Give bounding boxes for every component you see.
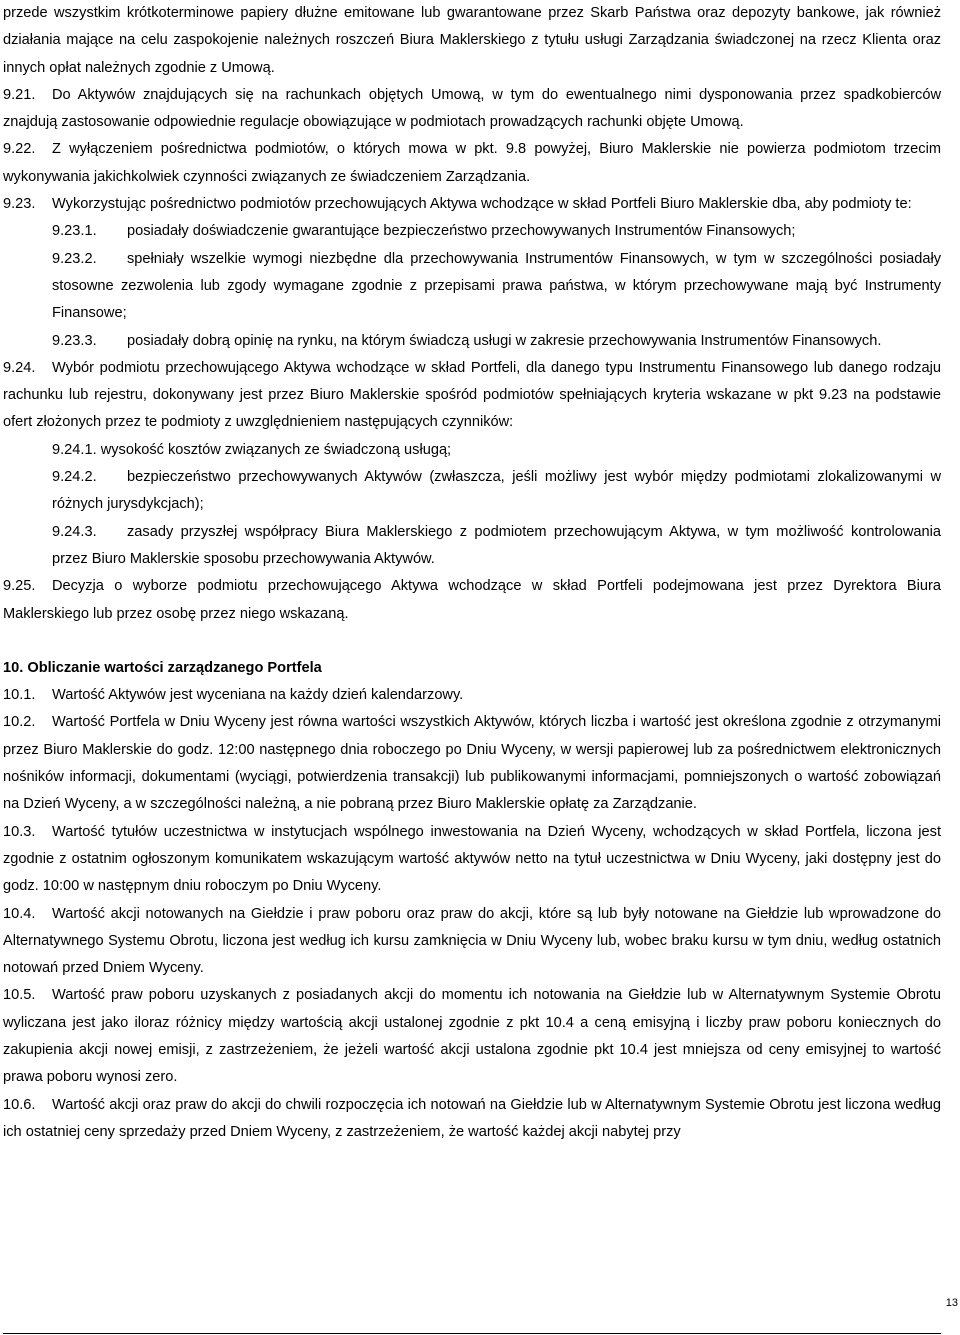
- paragraph-number: 9.21.: [3, 86, 36, 103]
- footer-divider: [3, 1333, 941, 1334]
- paragraph-number: 10.1.: [3, 687, 36, 704]
- section-number: 10.: [3, 659, 24, 676]
- paragraph-9-20-cont: przede wszystkim krótkoterminowe papiery dłużne emitowane lub gwarantowane przez Skarb Państwa oraz depozyty bankowe, jak również działania mające na celu zaspokojenie należnych roszczeń Biura Maklerskiego z tytułu usługi Zarządzania świadczonej na rzecz Klienta oraz innych opłat należnych zgodnie z Umową.: [3, 5, 941, 76]
- paragraph-number: 9.23.1.: [52, 223, 97, 240]
- paragraph-10-5: 10.5. Wartość praw poboru uzyskanych z posiadanych akcji do momentu ich notowania na Giełdzie lub w Alternatywnym Systemie Obrotu wyliczana jest jako iloraz różnicy między wartością akcji ustalonej zgodnie z pkt 10.4 a ceną emisyjną i liczby praw poboru koniecznych do zakupienia akcji nowej emisji, z zastrzeżeniem, że jeżeli wartość akcji ustalona zgodnie pkt 10.4 jest mniejsza od ceny emisyjnej to wartość prawa poboru wynosi zero.: [3, 982, 941, 1091]
- paragraph-number: 9.23.2.: [52, 250, 97, 267]
- paragraph-9-24: 9.24. Wybór podmiotu przechowującego Aktywa wchodzące w skład Portfeli, dla danego typu Instrumentu Finansowego lub danego rodzaju rachunku lub rejestru, dokonywany jest przez Biuro Maklerskie spośród podmiotów spełniających kryteria wskazane w pkt 9.23 na podstawie ofert złożonych przez te podmioty z uwzględnieniem następujących czynników:: [3, 355, 941, 437]
- paragraph-10-4: 10.4. Wartość akcji notowanych na Giełdzie i praw poboru oraz praw do akcji, które są lub były notowane na Giełdzie lub wprowadzone do Alternatywnego Systemu Obrotu, liczona jest według ich kursu zamknięcia w Dniu Wyceny lub, wobec braku kursu w tym dniu, według ostatnich notowań przed Dniem Wyceny.: [3, 901, 941, 983]
- paragraph-9-23-1: 9.23.1. posiadały doświadczenie gwarantujące bezpieczeństwo przechowywanych Instrumentów Finansowych;: [3, 218, 941, 245]
- paragraph-9-23-2: 9.23.2. spełniały wszelkie wymogi niezbędne dla przechowywania Instrumentów Finansowych, w tym w szczególności posiadały stosowne zezwolenia lub zgody wymagane zgodnie z przepisami prawa państwa, w którym przechowywane mają być Instrumenty Finansowe;: [3, 246, 941, 328]
- paragraph-number: 10.2.: [3, 714, 36, 731]
- paragraph-number: 9.22.: [3, 141, 36, 158]
- paragraph-9-24-1: 9.24.1. wysokość kosztów związanych ze świadczoną usługą;: [52, 441, 452, 458]
- paragraph-9-22: 9.22. Z wyłączeniem pośrednictwa podmiotów, o których mowa w pkt. 9.8 powyżej, Biuro Maklerskie nie powierza podmiotom trzecim wykonywania jakichkolwiek czynności związanych ze świadczeniem Zarządzania.: [3, 136, 941, 191]
- paragraph-number: 9.24.1.: [52, 441, 97, 458]
- paragraph-10-1: 10.1. Wartość Aktywów jest wyceniana na każdy dzień kalendarzowy.: [3, 682, 941, 709]
- page-content: [3, 0, 941, 1146]
- paragraph-number: 10.3.: [3, 823, 36, 840]
- paragraph-number: 10.5.: [3, 987, 36, 1004]
- paragraph-9-23-3: 9.23.3. posiadały dobrą opinię na rynku, na którym świadczą usługi w zakresie przechowywania Instrumentów Finansowych.: [3, 328, 941, 355]
- paragraph-9-24-3: 9.24.3. zasady przyszłej współpracy Biura Maklerskiego z podmiotem przechowującym Aktywa, w tym możliwość kontrolowania przez Biuro Maklerskie sposobu przechowywania Aktywów.: [3, 519, 941, 574]
- section-title: Obliczanie wartości zarządzanego Portfela: [27, 659, 322, 676]
- paragraph-10-6: 10.6. Wartość akcji oraz praw do akcji do chwili rozpoczęcia ich notowań na Giełdzie lub w Alternatywnym Systemie Obrotu jest liczona według ich ostatniej ceny sprzedaży przed Dniem Wyceny, z zastrzeżeniem, że wartość każdej akcji nabytej przy: [3, 1092, 941, 1147]
- paragraph-10-2: 10.2. Wartość Portfela w Dniu Wyceny jest równa wartości wszystkich Aktywów, których liczba i wartość jest określona zgodnie z otrzymanymi przez Biuro Maklerskie do godz. 12:00 następnego dnia roboczego po Dniu Wyceny, w wersji papierowej lub za pośrednictwem elektronicznych nośników informacji, dokumentami (wyciągi, potwierdzenia transakcji) lub publikowanymi informacjami, pomniejszonych o wartość zobowiązań na Dzień Wyceny, a w szczególności należną, a nie pobraną przez Biuro Maklerskie opłatę za Zarządzanie.: [3, 709, 941, 818]
- paragraph-9-23: 9.23. Wykorzystując pośrednictwo podmiotów przechowujących Aktywa wchodzące w skład Portfeli Biuro Maklerskie dba, aby podmioty te:: [3, 191, 941, 218]
- paragraph-number: 9.23.: [3, 196, 36, 213]
- paragraph-number: 9.23.3.: [52, 332, 97, 349]
- section-heading: [3, 655, 941, 682]
- paragraph-number: 10.4.: [3, 905, 36, 922]
- paragraph-number: 9.25.: [3, 578, 36, 595]
- paragraph-10-3: 10.3. Wartość tytułów uczestnictwa w instytucjach wspólnego inwestowania na Dzień Wyceny, wchodzących w skład Portfela, liczona jest zgodnie z ostatnim ogłoszonym komunikatem wskazującym wartość aktywów netto na tytuł uczestnictwa w Dniu Wyceny, jaki dostępny jest do godz. 10:00 w następnym dniu roboczym po Dniu Wyceny.: [3, 819, 941, 901]
- paragraph-number: 9.24.2.: [52, 469, 97, 486]
- paragraph-number: 9.24.3.: [52, 523, 97, 540]
- paragraph-9-24-2: 9.24.2. bezpieczeństwo przechowywanych Aktywów (zwłaszcza, jeśli możliwy jest wybór między podmiotami zlokalizowanymi w różnych jurysdykcjach);: [3, 464, 941, 519]
- paragraph-number: 10.6.: [3, 1096, 36, 1113]
- paragraph-9-25: 9.25. Decyzja o wyborze podmiotu przechowującego Aktywa wchodzące w skład Portfeli podejmowana jest przez Dyrektora Biura Maklerskiego lub przez osobę przez niego wskazaną.: [3, 573, 941, 628]
- paragraph-9-21: 9.21. Do Aktywów znajdujących się na rachunkach objętych Umową, w tym do ewentualnego nimi dysponowania przez spadkobierców znajdują zastosowanie odpowiednie regulacje obowiązujące w podmiotach prowadzących rachunki objęte Umową.: [3, 82, 941, 137]
- paragraph-number: 9.24.: [3, 359, 36, 376]
- page-number: 13: [945, 1297, 958, 1309]
